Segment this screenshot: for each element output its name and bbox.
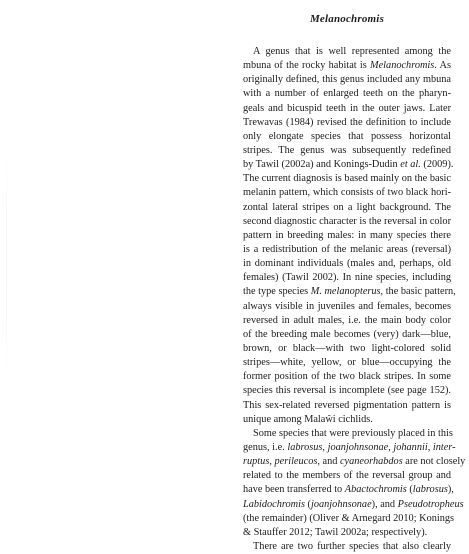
paragraph-line: melanin pattern, which consists of two black hori-	[243, 187, 451, 199]
paragraph-line: This sex-related reversed pigmentation pattern is	[243, 399, 451, 411]
paragraph-line: mbuna of the rocky habitat is Melanochromis. As	[243, 60, 451, 72]
paragraph-line: originally defined, this genus included any mbuna	[243, 74, 451, 86]
paragraph-line: of the breeding male becomes (very) dark—blue,	[243, 328, 451, 340]
paragraph-line: have been transferred to Abactochromis (labrosus),	[243, 484, 454, 496]
paragraph-line: Some species that were previously placed in this	[253, 427, 453, 439]
paragraph-line: brown, or black—with two light-colored solid	[243, 342, 451, 354]
running-head: Melanochromis	[309, 13, 385, 25]
paragraph-line: reversed in adult males, i.e. the main body color	[243, 314, 451, 326]
paragraph-line: There are two further species that also clearly	[253, 540, 451, 552]
paragraph-line: with a number of enlarged teeth on the pharyn-	[243, 88, 451, 100]
paragraph-line: stripes—white, yellow, or blue—occupying the	[243, 357, 451, 369]
paragraph-line: species this reversal is incomplete (see page 152).	[243, 385, 451, 397]
paragraph-line: ruptus, perileucos, and cyaneorhabdos are not closely	[243, 456, 466, 468]
paragraph-line: in dominant individuals (males and, perhaps, old	[243, 258, 451, 270]
paragraph-line: is a redistribution of the melanic areas (reversal)	[243, 243, 451, 255]
paragraph-line: related to the members of the reversal group and	[243, 470, 451, 482]
paragraph-line: Labidochromis (joanjohnsonae), and Pseudotropheus	[243, 498, 464, 510]
paragraph-line: always visible in juveniles and females, becomes	[243, 300, 451, 312]
paragraph-line: genus, i.e. labrosus, joanjohnsonae, johannii, inter-	[243, 441, 456, 453]
paragraph-line: former position of the two black stripes. In some	[243, 371, 451, 383]
paragraph-line: zontal lateral stripes on a light background. The	[243, 201, 451, 213]
paragraph-line: females) (Tawil 2002). In nine species, including	[243, 272, 451, 284]
body-column	[243, 45, 466, 554]
paragraph-line: A genus that is well represented among the	[253, 46, 451, 57]
paragraph-line: the type species M. melanopterus, the basic pattern,	[243, 286, 456, 298]
paragraph-line: second diagnostic character is the reversal in color	[243, 215, 451, 227]
paragraph-line: The current diagnosis is based mainly on the basic	[243, 173, 451, 185]
paragraph-line: geals and bicuspid teeth in the outer jaws. Later	[243, 102, 451, 114]
paragraph-line: (the remainder) (Oliver & Arnegard 2010; Konings	[243, 512, 455, 524]
paragraph-line: by Tawil (2002a) and Konings-Dudin et al. (2009).	[243, 159, 454, 171]
paragraph-line: only elongate species that possess horizontal	[243, 130, 451, 142]
paragraph-line: & Stauffer 2012; Tawil 2002a; respectively).	[243, 526, 428, 538]
paragraph-line: stripes. The genus was subsequently redefined	[243, 144, 451, 156]
paragraph-line: pattern in breeding males: in many species there	[243, 229, 451, 241]
paragraph-line: Trewavas (1984) revised the definition to include	[243, 116, 451, 128]
scan-edge-shadow	[6, 150, 7, 380]
paragraph-line: unique among Malaŵi cichlids.	[243, 413, 373, 425]
